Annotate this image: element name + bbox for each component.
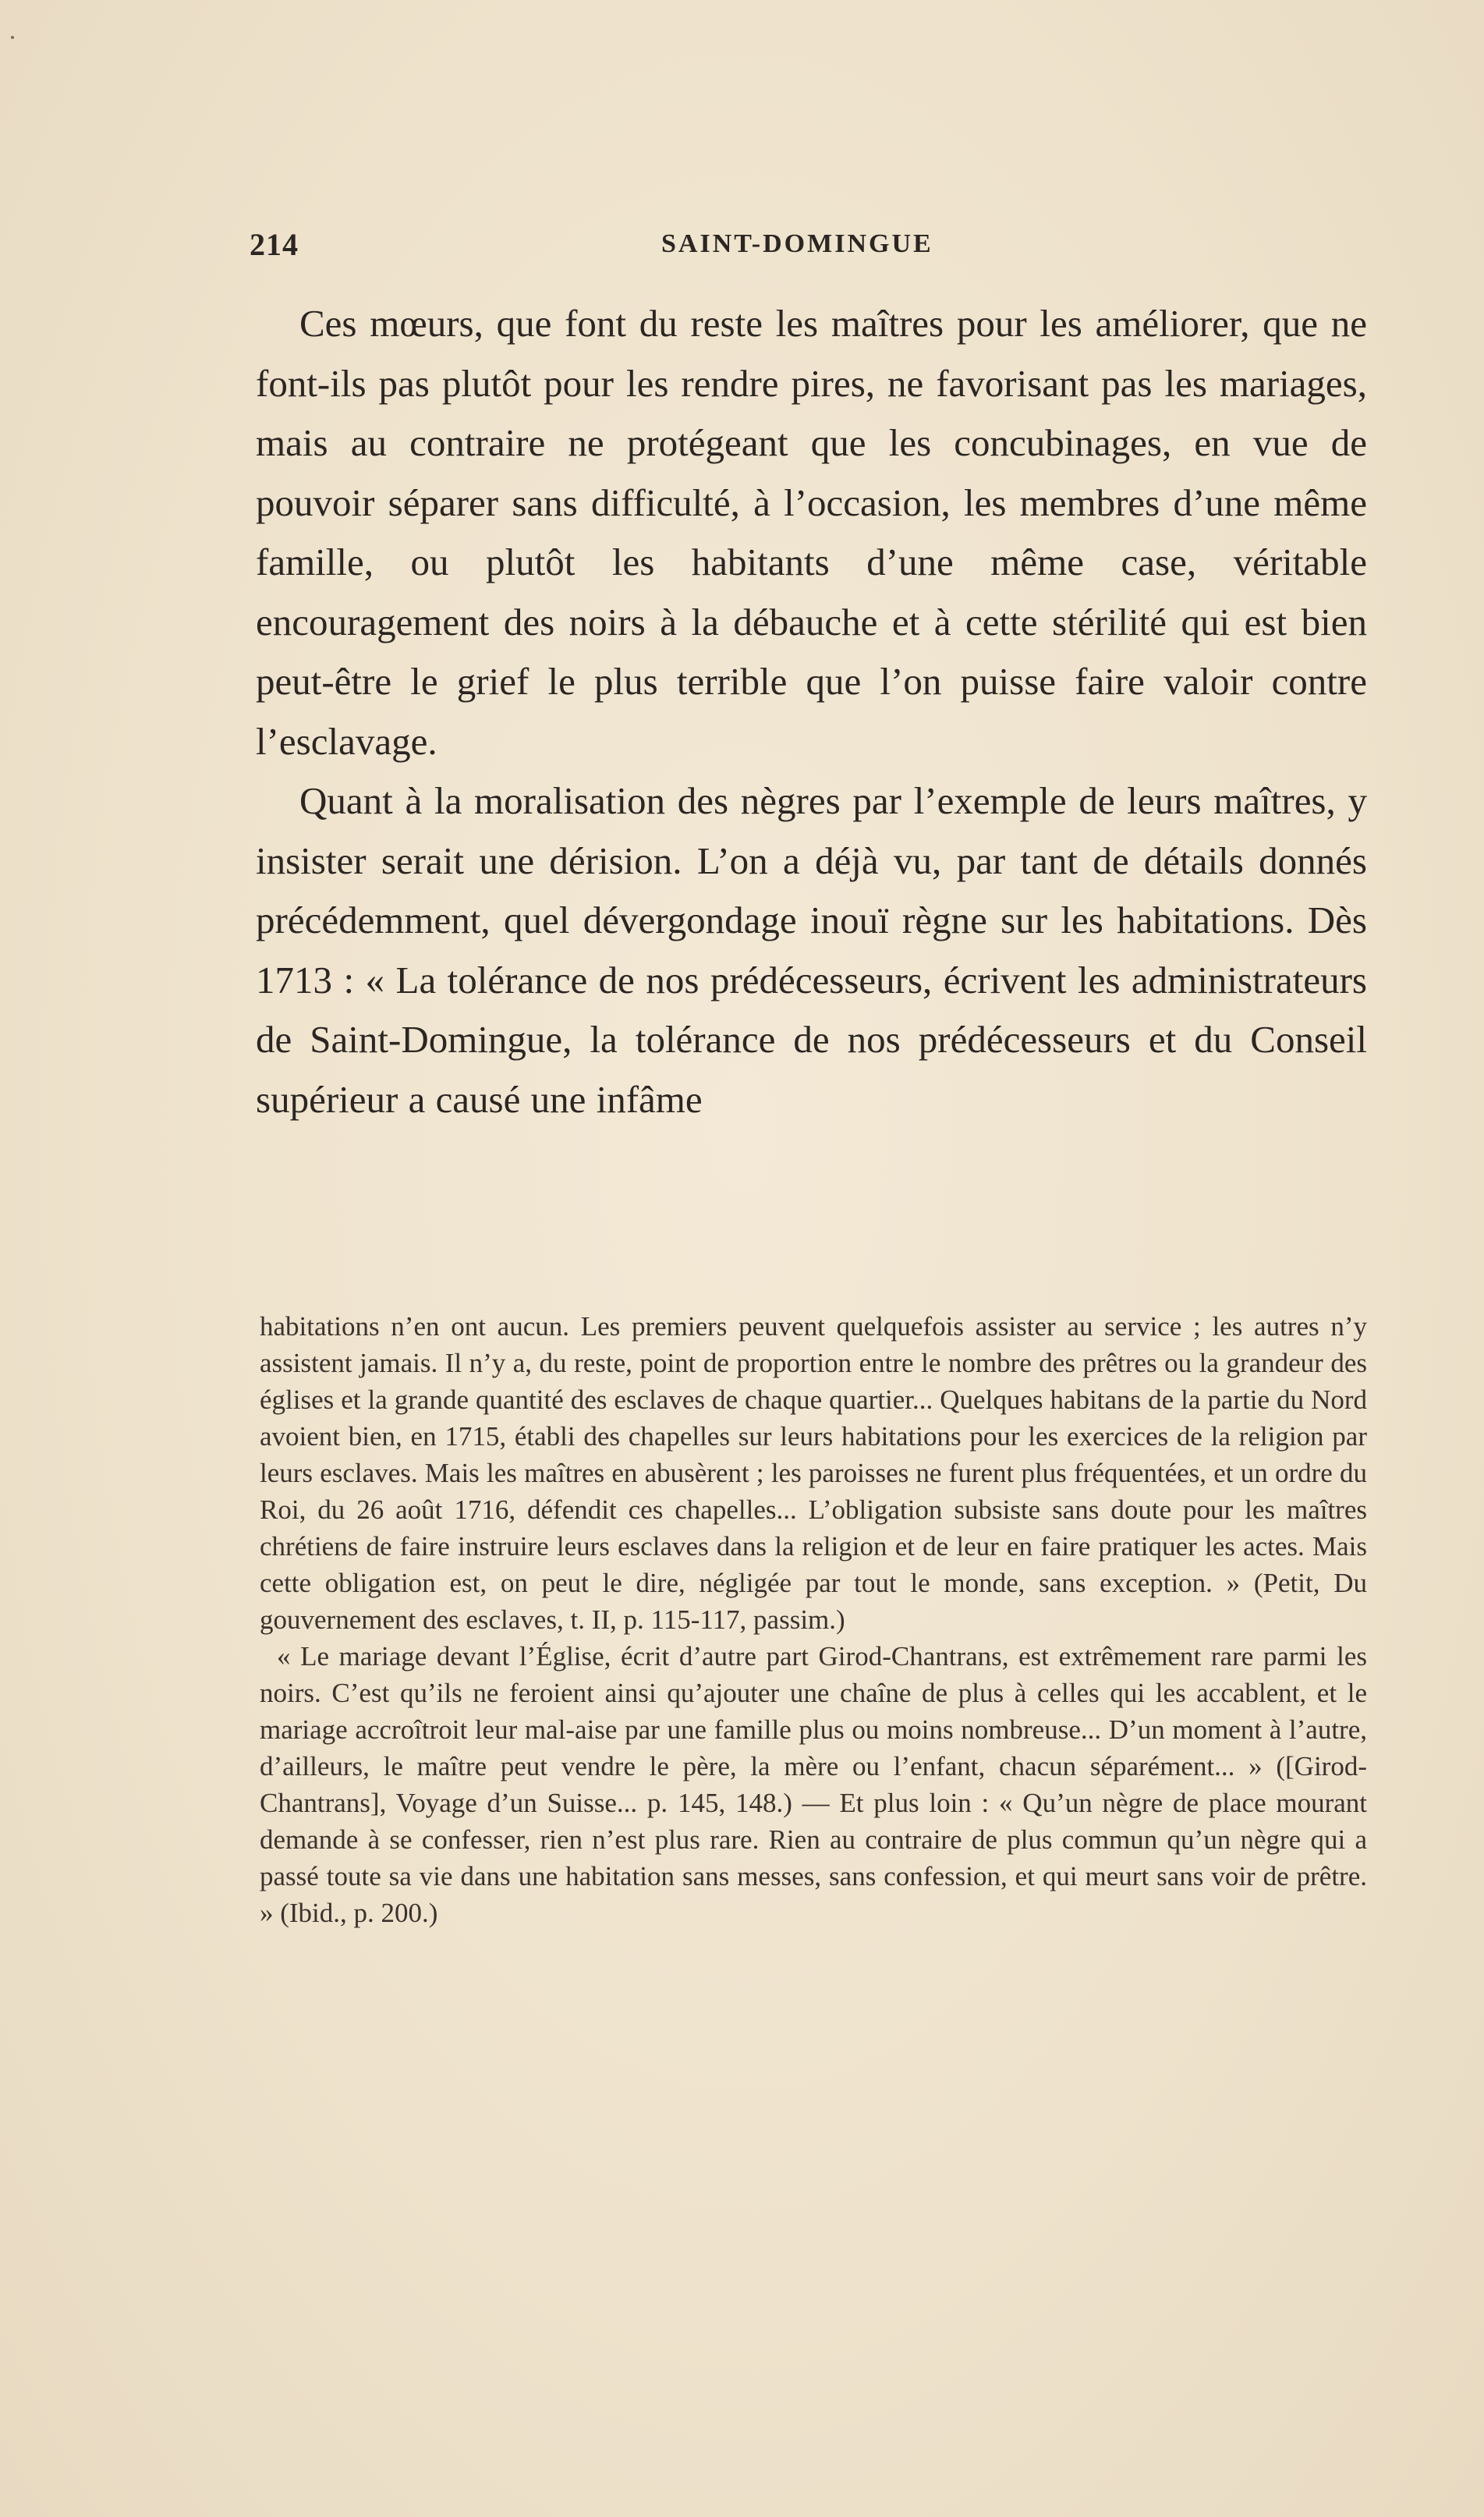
page-number: 214 [250,227,299,262]
main-paragraph: Quant à la moralisation des nègres par l’exemple de leurs maîtres, y insister serait une dérision. L’on a déjà vu, par tant de détails donnés précédemment, quel dévergondage inouï règne sur les habitations. Dès 1713 : « La tolérance de nos prédécesseurs, écrivent les administrateurs de Saint-Domingue, la tolérance de nos prédécesseurs et du Conseil supérieur a causé une infâme [256,779,1367,1121]
footnotes [260,1308,1367,1931]
paper-speck [11,36,14,39]
main-text [256,294,1367,1129]
footnote-paragraph: habitations n’en ont aucun. Les premiers peuvent quelquefois assister au service ; les autres n’y assistent jamais. Il n’y a, du reste, point de proportion entre le nombre des prêtres ou la grandeur des églises et la grande quantité des esclaves de chaque quartier... Quelques habitans de la partie du Nord avoient bien, en 1715, établi des chapelles sur leurs habitations pour les exercices de la religion par leurs esclaves. Mais les maîtres en abusèrent ; les paroisses ne furent plus fréquentées, et un ordre du Roi, du 26 août 1716, défendit ces chapelles... L’obligation subsiste sans doute pour les maîtres chrétiens de faire instruire leurs esclaves dans la religion et de leur en faire pratiquer les actes. Mais cette obligation est, on peut le dire, négligée par tout le monde, sans exception. » (Petit, Du gouvernement des esclaves, t. II, p. 115-117, passim.) [260,1311,1367,1635]
running-title: SAINT-DOMINGUE [661,229,933,258]
main-paragraph: Ces mœurs, que font du reste les maîtres pour les améliorer, que ne font-ils pas plutôt pour les rendre pires, ne favorisant pas les mariages, mais au contraire ne protégeant que les concubinages, en vue de pouvoir séparer sans difficulté, à l’occasion, les membres d’une même famille, ou plutôt les habitants d’une même case, véritable encouragement des noirs à la débauche et à cette stérilité qui est bien peut-être le grief le plus terrible que l’on puisse faire valoir contre l’esclavage. [256,302,1367,763]
page-header [250,226,1357,265]
footnote-paragraph: « Le mariage devant l’Église, écrit d’autre part Girod-Chantrans, est extrêmement rare parmi les noirs. C’est qu’ils ne feroient ainsi qu’ajouter une chaîne de plus à celles qui les accablent, et le mariage accroîtroit leur mal-aise par une famille plus ou moins nombreuse... D’un moment à l’autre, d’ailleurs, le maître peut vendre le père, la mère ou l’enfant, chacun séparément... » ([Girod-Chantrans], Voyage d’un Suisse... p. 145, 148.) — Et plus loin : « Qu’un nègre de place mourant demande à se confesser, rien n’est plus rare. Rien au contraire de plus commun qu’un nègre qui a passé toute sa vie dans une habitation sans messes, sans confession, et qui meurt sans voir de prêtre. » (Ibid., p. 200.) [260,1641,1367,1928]
